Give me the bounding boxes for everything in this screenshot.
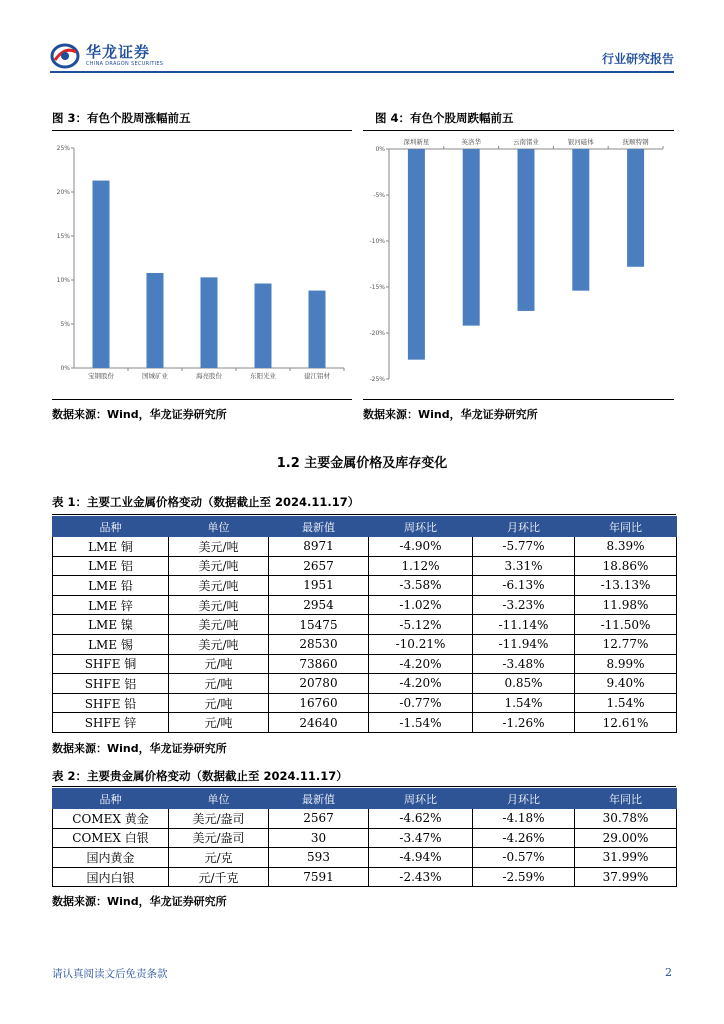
x-tick-label: 海亮股份 <box>196 372 222 380</box>
figure4-title: 图 4：有色个股周跌幅前五 <box>375 111 514 125</box>
table1-source: 数据来源：Wind，华龙证券研究所 <box>52 742 227 755</box>
table-cell: 31.99% <box>575 848 677 868</box>
table-row <box>53 556 677 576</box>
table-cell: 美元/吨 <box>169 595 269 615</box>
table-cell: LME 镍 <box>53 615 169 635</box>
table-cell: SHFE 锌 <box>53 713 169 733</box>
table-cell: COMEX 白银 <box>53 828 169 848</box>
table-cell: 1.12% <box>369 556 473 576</box>
x-tick-label: 东阳光业 <box>250 372 276 380</box>
table-cell: 30 <box>269 828 369 848</box>
y-tick-label: 25% <box>56 145 70 152</box>
table-cell: -4.20% <box>369 654 473 674</box>
table1-top-rule <box>52 514 676 515</box>
y-tick-label: 20% <box>56 189 70 196</box>
table-cell: 30.78% <box>575 809 677 829</box>
figure4-chart <box>363 134 674 394</box>
y-tick-label: -15% <box>369 284 385 291</box>
table-row <box>53 809 677 829</box>
table2-source: 数据来源：Wind，华龙证券研究所 <box>52 895 227 908</box>
page-header <box>50 40 674 72</box>
bar <box>408 149 425 360</box>
table-cell: LME 锡 <box>53 634 169 654</box>
table-cell: 美元/盎司 <box>169 828 269 848</box>
bar <box>147 273 164 368</box>
header-divider <box>50 71 674 73</box>
table-cell: 3.31% <box>473 556 575 576</box>
column-header: 月环比 <box>473 789 575 809</box>
table-cell: 12.77% <box>575 634 677 654</box>
table-cell: 16760 <box>269 693 369 713</box>
table-cell: -11.50% <box>575 615 677 635</box>
x-tick-label: 英洛华 <box>461 138 481 146</box>
table-cell: -3.58% <box>369 576 473 596</box>
page-number: 2 <box>665 966 672 979</box>
y-tick-label: 0% <box>60 365 70 372</box>
table-cell: -2.43% <box>369 867 473 887</box>
table-cell: 元/吨 <box>169 674 269 694</box>
table-cell: -0.77% <box>369 693 473 713</box>
x-tick-label: 银河磁体 <box>567 138 594 146</box>
table-cell: -5.12% <box>369 615 473 635</box>
table-row <box>53 693 677 713</box>
table-cell: 1951 <box>269 576 369 596</box>
table-cell: -4.26% <box>473 828 575 848</box>
table-cell: -3.47% <box>369 828 473 848</box>
table-cell: -4.18% <box>473 809 575 829</box>
table-cell: -1.02% <box>369 595 473 615</box>
table-cell: 元/吨 <box>169 713 269 733</box>
table1-title: 表 1：主要工业金属价格变动（数据截止至 2024.11.17） <box>52 495 360 509</box>
table-row <box>53 615 677 635</box>
table-cell: 9.40% <box>575 674 677 694</box>
column-header: 周环比 <box>369 517 473 537</box>
figure3-chart <box>52 134 352 394</box>
table-cell: 美元/盎司 <box>169 809 269 829</box>
y-tick-label: -20% <box>369 330 385 337</box>
table-row <box>53 848 677 868</box>
table-cell: -11.94% <box>473 634 575 654</box>
figure3-top-rule <box>52 130 352 131</box>
table-cell: -1.26% <box>473 713 575 733</box>
industrial-metals-table <box>52 516 677 733</box>
table2-title: 表 2：主要贵金属价格变动（数据截止至 2024.11.17） <box>52 769 348 783</box>
table-cell: 美元/吨 <box>169 634 269 654</box>
bar <box>463 149 480 326</box>
table-row <box>53 576 677 596</box>
table-row <box>53 867 677 887</box>
table-cell: 元/克 <box>169 848 269 868</box>
section-heading: 1.2 主要金属价格及库存变化 <box>276 456 448 471</box>
table-cell: 37.99% <box>575 867 677 887</box>
figure4-top-rule <box>363 130 674 131</box>
bar <box>309 291 326 368</box>
table-cell: 2567 <box>269 809 369 829</box>
table-cell: -11.14% <box>473 615 575 635</box>
table-cell: 国内黄金 <box>53 848 169 868</box>
column-header: 最新值 <box>269 789 369 809</box>
table-cell: 29.00% <box>575 828 677 848</box>
figure3-bottom-rule <box>52 399 352 400</box>
table-cell: SHFE 铜 <box>53 654 169 674</box>
x-tick-label: 抚顺特钢 <box>622 138 649 146</box>
table-cell: LME 铜 <box>53 537 169 557</box>
bar <box>93 181 110 368</box>
table-cell: 12.61% <box>575 713 677 733</box>
table-cell: 20780 <box>269 674 369 694</box>
table-cell: 0.85% <box>473 674 575 694</box>
table-cell: 18.86% <box>575 556 677 576</box>
column-header: 单位 <box>169 789 269 809</box>
figure3-title: 图 3：有色个股周涨幅前五 <box>52 111 191 125</box>
table-row <box>53 828 677 848</box>
table-cell: LME 铅 <box>53 576 169 596</box>
brand-name-english: CHINA DRAGON SECURITIES <box>86 61 164 67</box>
table-cell: 美元/吨 <box>169 615 269 635</box>
table-cell: 593 <box>269 848 369 868</box>
table-cell: 8971 <box>269 537 369 557</box>
table-cell: LME 锌 <box>53 595 169 615</box>
table-cell: -3.48% <box>473 654 575 674</box>
table-cell: SHFE 铅 <box>53 693 169 713</box>
table-cell: 美元/吨 <box>169 537 269 557</box>
table-cell: -13.13% <box>575 576 677 596</box>
figure4-bottom-rule <box>363 399 674 400</box>
table-cell: 元/吨 <box>169 693 269 713</box>
table-cell: 元/吨 <box>169 654 269 674</box>
table-cell: 28530 <box>269 634 369 654</box>
precious-metals-table <box>52 788 677 887</box>
table-row <box>53 537 677 557</box>
table-cell: 国内白银 <box>53 867 169 887</box>
y-tick-label: 5% <box>60 321 70 328</box>
x-tick-label: 建江铝材 <box>304 372 330 380</box>
table-cell: COMEX 黄金 <box>53 809 169 829</box>
table-row <box>53 713 677 733</box>
column-header: 月环比 <box>473 517 575 537</box>
bar <box>201 277 218 368</box>
table-cell: 美元/吨 <box>169 576 269 596</box>
report-type: 行业研究报告 <box>601 52 674 66</box>
table-cell: -1.54% <box>369 713 473 733</box>
column-header: 单位 <box>169 517 269 537</box>
table-cell: 73860 <box>269 654 369 674</box>
table-cell: 元/千克 <box>169 867 269 887</box>
table-cell: -4.94% <box>369 848 473 868</box>
table-cell: 8.39% <box>575 537 677 557</box>
table-cell: -0.57% <box>473 848 575 868</box>
table-row <box>53 654 677 674</box>
bar <box>518 149 535 311</box>
table-cell: -4.62% <box>369 809 473 829</box>
brand-name: 华龙证券 <box>86 43 151 61</box>
y-tick-label: -5% <box>373 192 385 199</box>
table-cell: 7591 <box>269 867 369 887</box>
table-row <box>53 674 677 694</box>
column-header: 最新值 <box>269 517 369 537</box>
table-cell: 美元/吨 <box>169 556 269 576</box>
column-header: 品种 <box>53 517 169 537</box>
table-row <box>53 595 677 615</box>
y-tick-label: -10% <box>369 238 385 245</box>
table-cell: -2.59% <box>473 867 575 887</box>
footer-disclaimer: 请认真阅读文后免责条款 <box>52 968 168 980</box>
x-tick-label: 深圳新星 <box>403 138 430 146</box>
table-cell: 8.99% <box>575 654 677 674</box>
column-header: 年同比 <box>575 789 677 809</box>
company-logo-icon <box>50 42 80 70</box>
bar <box>572 149 589 291</box>
x-tick-label: 国城矿业 <box>142 372 168 380</box>
table-cell: SHFE 铝 <box>53 674 169 694</box>
y-tick-label: 10% <box>56 277 70 284</box>
table-cell: 15475 <box>269 615 369 635</box>
column-header: 品种 <box>53 789 169 809</box>
y-tick-label: -25% <box>369 376 385 383</box>
x-tick-label: 云南锗业 <box>513 138 539 146</box>
figure3-source: 数据来源：Wind，华龙证券研究所 <box>52 408 227 421</box>
table-cell: 24640 <box>269 713 369 733</box>
table-cell: 11.98% <box>575 595 677 615</box>
table-cell: -10.21% <box>369 634 473 654</box>
table-cell: -4.20% <box>369 674 473 694</box>
table2-top-rule <box>52 786 676 787</box>
column-header: 年同比 <box>575 517 677 537</box>
figure4-source: 数据来源：Wind，华龙证券研究所 <box>363 408 538 421</box>
table-cell: 2657 <box>269 556 369 576</box>
table-cell: LME 铝 <box>53 556 169 576</box>
bar <box>627 149 644 267</box>
y-tick-label: 15% <box>56 233 70 240</box>
x-tick-label: 宝钢股份 <box>88 372 114 380</box>
table-cell: -4.90% <box>369 537 473 557</box>
column-header: 周环比 <box>369 789 473 809</box>
table-cell: 1.54% <box>575 693 677 713</box>
bar <box>255 284 272 368</box>
y-tick-label: 0% <box>375 146 385 153</box>
table-cell: -6.13% <box>473 576 575 596</box>
table-cell: 1.54% <box>473 693 575 713</box>
table-cell: -3.23% <box>473 595 575 615</box>
table-cell: -5.77% <box>473 537 575 557</box>
table-row <box>53 634 677 654</box>
table-cell: 2954 <box>269 595 369 615</box>
